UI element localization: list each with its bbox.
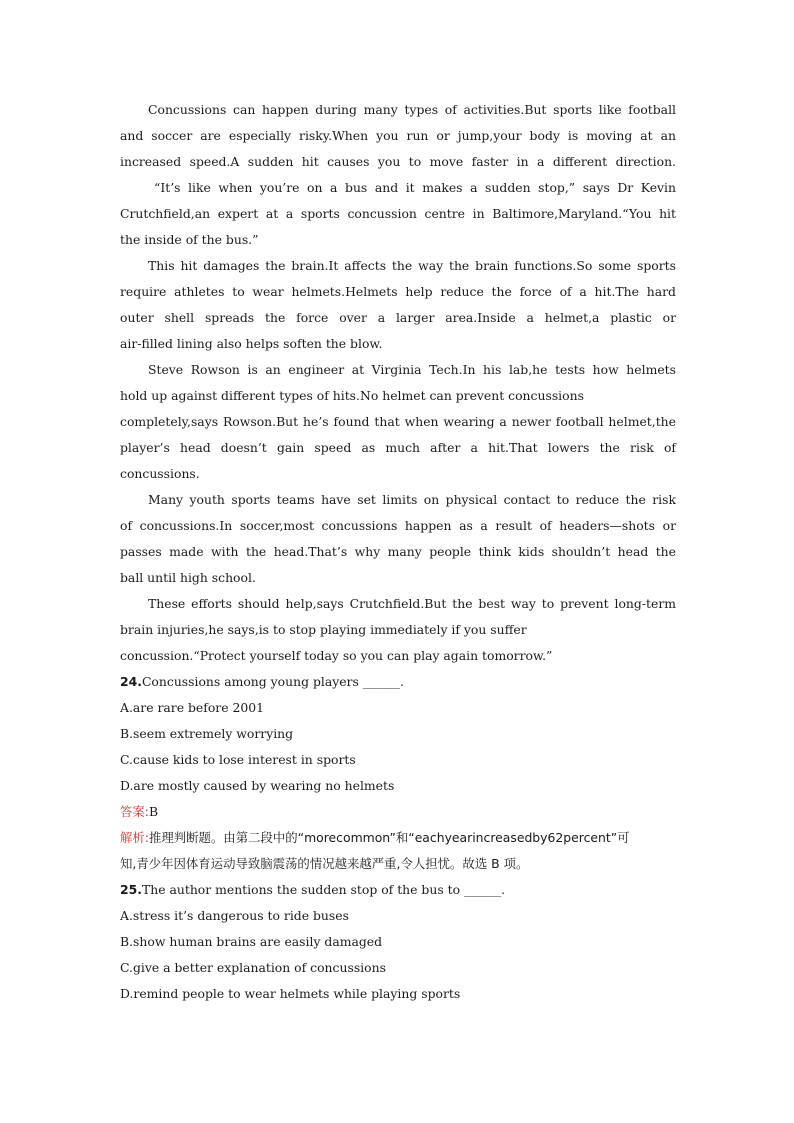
option-d: D.are mostly caused by wearing no helmets [120, 778, 395, 793]
option-c: C.cause kids to lose interest in sports [120, 752, 356, 767]
passage-line: concussions. [120, 466, 200, 481]
passage-line: Crutchfield,an expert at a sports concussion centre in Baltimore,Maryland.“You hit [120, 206, 676, 221]
option-a: A.stress it’s dangerous to ride buses [120, 908, 349, 923]
passage-line: This hit damages the brain.It affects the way the brain functions.So some sports [148, 258, 676, 273]
passage-line: brain injuries,he says,is to stop playing immediately if you suffer [120, 622, 527, 637]
answer-value: B [148, 804, 159, 819]
passage-line: These efforts should help,says Crutchfield.But the best way to prevent long-term [148, 596, 676, 611]
option-a: A.are rare before 2001 [120, 700, 265, 715]
passage-line: “It’s like when you’re on a bus and it makes a sudden stop,” says Dr Kevin [154, 180, 676, 195]
question-text: The author mentions the sudden stop of the bus to ______. [141, 882, 506, 897]
analysis-line: 知,青少年因体育运动导致脑震荡的情况越来越严重,令人担忧。故选 B 项。 [120, 856, 529, 871]
analysis-line [120, 825, 676, 851]
passage-line: outer shell spreads the force over a larger area.Inside a helmet,a plastic or [120, 310, 676, 325]
answer-label: 答案: [120, 804, 149, 819]
passage-line: completely,says Rowson.But he’s found that when wearing a newer football helmet,the [120, 414, 676, 429]
passage-line: hold up against different types of hits.No helmet can prevent concussions [120, 388, 584, 403]
option-d: D.remind people to wear helmets while playing sports [120, 986, 461, 1001]
question-number: 24. [120, 674, 142, 689]
answer-line [120, 799, 676, 825]
passage-line: air-filled lining also helps soften the blow. [120, 336, 383, 351]
passage-line: Many youth sports teams have set limits on physical contact to reduce the risk [148, 492, 676, 507]
analysis-text: 推理判断题。由第二段中的“morecommon”和“eachyearincreasedby62percent”可 [148, 830, 630, 845]
passage-line: concussion.“Protect yourself today so you can play again tomorrow.” [120, 648, 553, 663]
passage-line: Concussions can happen during many types of activities.But sports like football [148, 102, 676, 117]
reading-passage [120, 97, 676, 669]
passage-line: of concussions.In soccer,most concussions happen as a result of headers—shots or [120, 518, 676, 533]
passage-line: and soccer are especially risky.When you run or jump,your body is moving at an [120, 128, 676, 143]
option-c: C.give a better explanation of concussions [120, 960, 386, 975]
passage-line: increased speed.A sudden hit causes you to move faster in a different direction. [120, 154, 676, 169]
question-text: Concussions among young players ______. [141, 674, 404, 689]
passage-line: passes made with the head.That’s why many people think kids shouldn’t head the [120, 544, 676, 559]
option-b: B.seem extremely worrying [120, 726, 294, 741]
document-page [120, 97, 676, 1007]
passage-line: require athletes to wear helmets.Helmets help reduce the force of a hit.The hard [120, 284, 676, 299]
passage-line: player’s head doesn’t gain speed as much after a hit.That lowers the risk of [120, 440, 676, 455]
question-24 [120, 669, 676, 877]
question-25 [120, 877, 676, 1007]
passage-line: Steve Rowson is an engineer at Virginia Tech.In his lab,he tests how helmets [148, 362, 676, 377]
question-stem [120, 669, 676, 695]
question-number: 25. [120, 882, 142, 897]
passage-line: ball until high school. [120, 570, 256, 585]
option-b: B.show human brains are easily damaged [120, 934, 383, 949]
analysis-label: 解析: [120, 830, 149, 845]
question-stem [120, 877, 676, 903]
passage-line: the inside of the bus.” [120, 232, 259, 247]
